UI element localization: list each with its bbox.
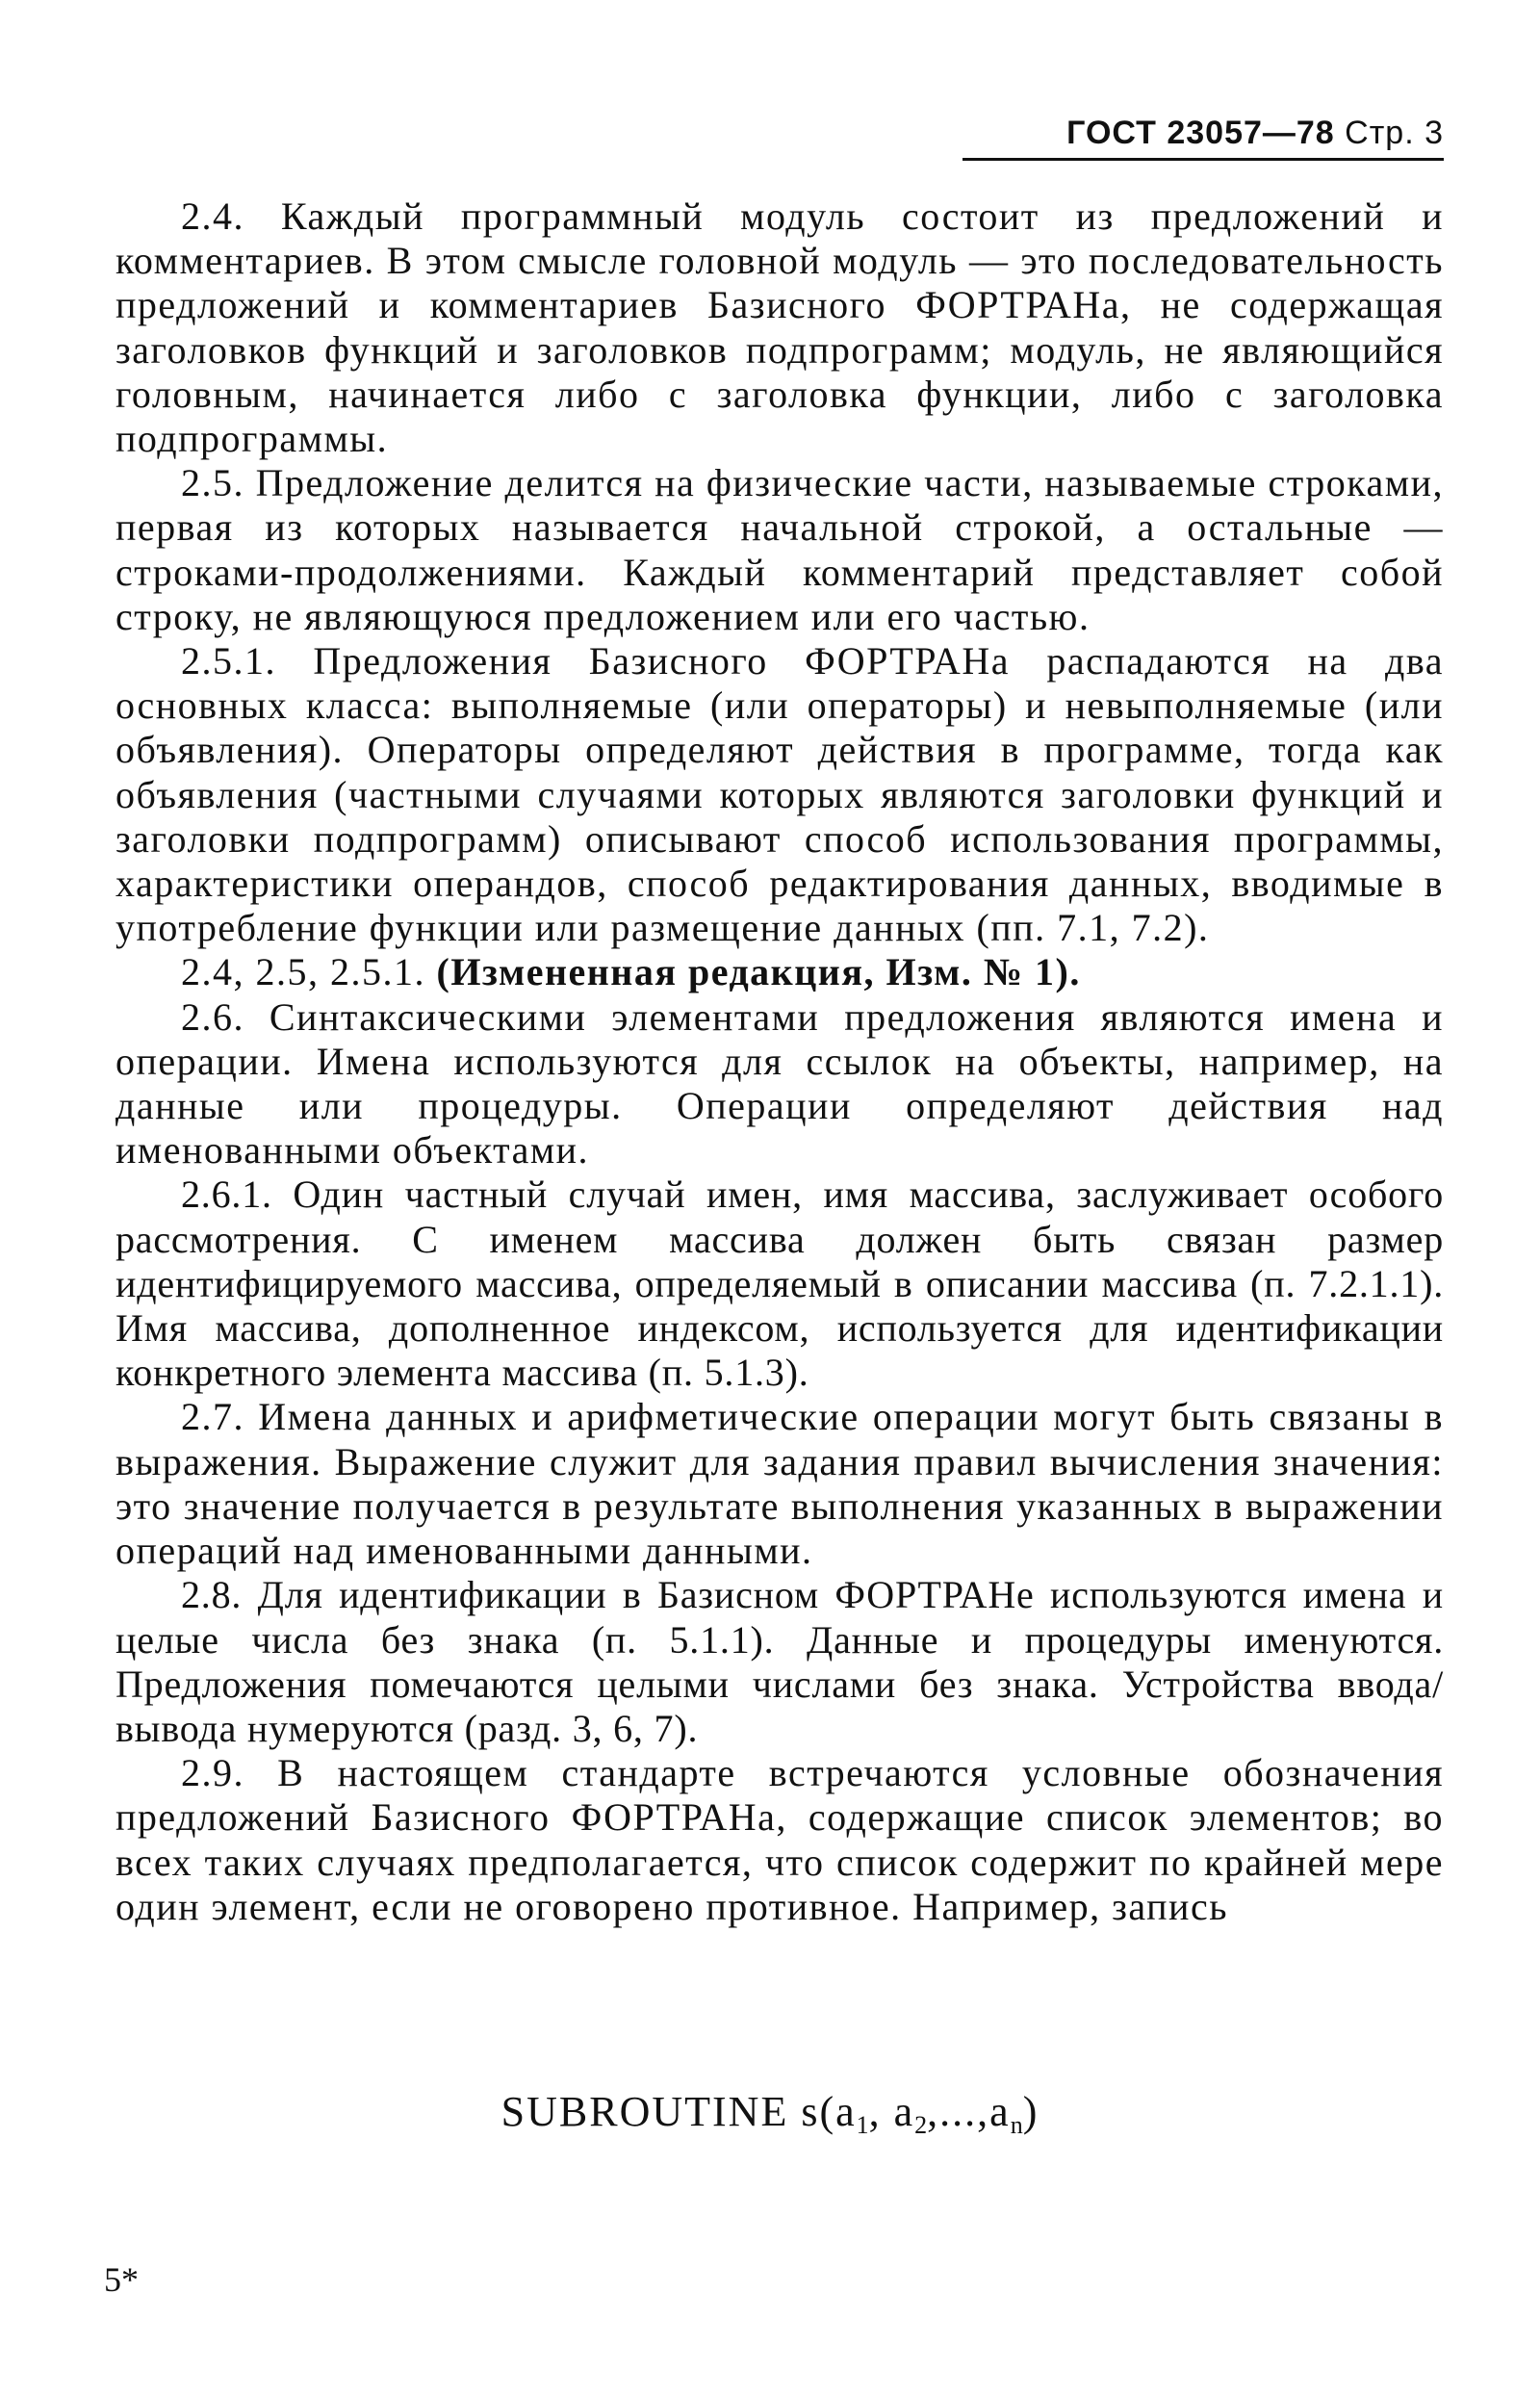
paragraph-2-4: 2.4. Каждый программный модуль состоит из предложений и комментариев. В этом смысле головной модуль — это последовательность предложений и комментариев Базисного ФОРТРАНа, не содержащая заголовков функций и заголовков подпрограмм; модуль, не являющийся головным, начинается либо с заголовка функции, либо с заголовка подпрограммы.: [116, 194, 1444, 461]
formula-subscript-n: n: [1010, 2111, 1023, 2139]
paragraph-2-8: 2.8. Для идентификации в Базисном ФОРТРАНе используются имена и целые числа без знака (п. 5.1.1). Данные и процедуры именуются. Предложения помечаются целыми числами без знака. Устройства ввода/вывода нумеруются (разд. 3, 6, 7).: [116, 1573, 1444, 1750]
paragraph-2-6: 2.6. Синтаксическими элементами предложения являются имена и операции. Имена используются для ссылок на объекты, например, на данные или процедуры. Операции определяют действия над именованными объектами.: [116, 994, 1444, 1173]
paragraph-2-9: 2.9. В настоящем стандарте встречаются условные обозначения предложений Базисного ФОРТРАНа, содержащие список элементов; во всех таких случаях предполагается, что список содержит по крайней мере один элемент, если не оговорено противное. Например, запись: [116, 1751, 1444, 1928]
page-number-label: Стр. 3: [1345, 115, 1444, 151]
paragraph-2-6-1: 2.6.1. Один частный случай имен, имя массива, заслуживает особого рассмотрения. С именем массива должен быть связан размер идентифицируемого массива, определяемый в описании массива (п. 7.2.1.1). Имя массива, дополненное индексом, используется для идентификации конкретного элемента массива (п. 5.1.3).: [116, 1173, 1444, 1395]
subroutine-formula: [0, 2085, 1540, 2152]
running-header: [962, 114, 1444, 161]
amendment-note: [116, 950, 1444, 994]
formula-subscript-1: 1: [856, 2111, 869, 2139]
formula-separator-2: ,...,a: [927, 2088, 1011, 2135]
printer-signature-mark: 5*: [104, 2260, 139, 2299]
formula-head: SUBROUTINE s(a: [500, 2088, 857, 2135]
amendment-text: (Измененная редакция, Изм. № 1).: [436, 950, 1081, 994]
formula-separator-1: , a: [868, 2088, 915, 2135]
body-text: [116, 194, 1444, 1929]
paragraph-2-5-1: 2.5.1. Предложения Базисного ФОРТРАНа распадаются на два основных класса: выполняемые (или операторы) и невыполняемые (или объявления). Операторы определяют действия в программе, тогда как объявления (частными случаями которых являются заголовки функций и заголовки подпрограмм) описывают способ использования программы, характеристики операндов, способ редактирования данных, вводимые в употребление функции или размещение данных (пп. 7.1, 7.2).: [116, 639, 1444, 950]
formula-subscript-2: 2: [914, 2111, 928, 2139]
standard-code: ГОСТ 23057—78: [1066, 115, 1335, 151]
amendment-refs: 2.4, 2.5, 2.5.1.: [181, 950, 425, 994]
formula-tail: ): [1022, 2088, 1040, 2135]
paragraph-2-5: 2.5. Предложение делится на физические части, называемые строками, первая из которых называется начальной строкой, а остальные — строками-продолжениями. Каждый комментарий представляет собой строку, не являющуюся предложением или его частью.: [116, 461, 1444, 638]
paragraph-2-7: 2.7. Имена данных и арифметические операции могут быть связаны в выражения. Выражение служит для задания правил вычисления значения: это значение получается в результате выполнения указанных в выражении операций над именованными данными.: [116, 1395, 1444, 1573]
